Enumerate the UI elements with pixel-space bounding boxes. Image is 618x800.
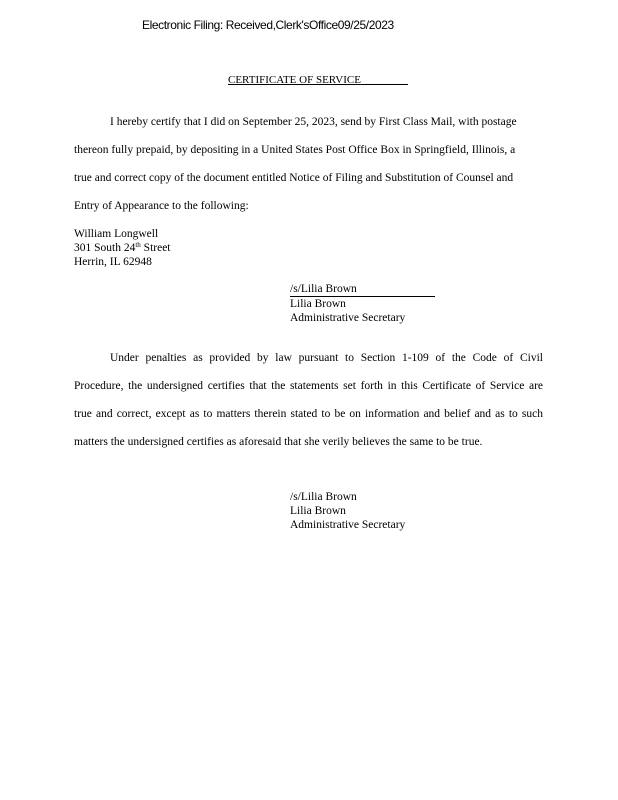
verification-paragraph-line: Under penalties as provided by law pursuant to Section 1-109 of the Code of Civil <box>110 352 543 364</box>
verification-paragraph-line: Procedure, the undersigned certifies that the statements set forth in this Certificate of Service are <box>74 380 543 392</box>
signer-name: Lilia Brown <box>290 505 346 517</box>
signature-block-1 <box>290 282 435 325</box>
service-paragraph-line: Entry of Appearance to the following: <box>74 200 249 212</box>
signer-title: Administrative Secretary <box>290 312 406 324</box>
recipient-address <box>74 227 171 269</box>
signature-text: /s/Lilia Brown <box>290 491 357 503</box>
certificate-title <box>228 73 408 87</box>
verification-paragraph-line: true and correct, except as to matters therein stated to be on information and belief and as to such <box>74 408 543 420</box>
service-paragraph-line: I hereby certify that I did on September 25, 2023, send by First Class Mail, with postage <box>110 116 517 128</box>
recipient-name: William Longwell <box>74 228 159 240</box>
recipient-street: 301 South 24th Street <box>74 241 171 254</box>
service-paragraph <box>74 108 540 220</box>
signature-block-2 <box>290 490 405 532</box>
certificate-title-text: CERTIFICATE OF SERVICE <box>228 74 361 86</box>
verification-paragraph-line: matters the undersigned certifies as aforesaid that she verily believes the same to be true. <box>74 436 483 448</box>
recipient-city-state-zip: Herrin, IL 62948 <box>74 256 152 268</box>
title-underline-rule <box>361 84 408 85</box>
electronic-filing-stamp: Electronic Filing: Received,Clerk'sOffice09/25/2023 <box>142 18 394 32</box>
signature-line: /s/Lilia Brown <box>290 282 435 297</box>
signer-title: Administrative Secretary <box>290 519 406 531</box>
service-paragraph-line: true and correct copy of the document entitled Notice of Filing and Substitution of Counsel and <box>74 172 514 184</box>
service-paragraph-line: thereon fully prepaid, by depositing in a United States Post Office Box in Springfield, Illinois, a <box>74 144 516 156</box>
verification-paragraph <box>74 344 543 456</box>
signer-name: Lilia Brown <box>290 298 346 310</box>
